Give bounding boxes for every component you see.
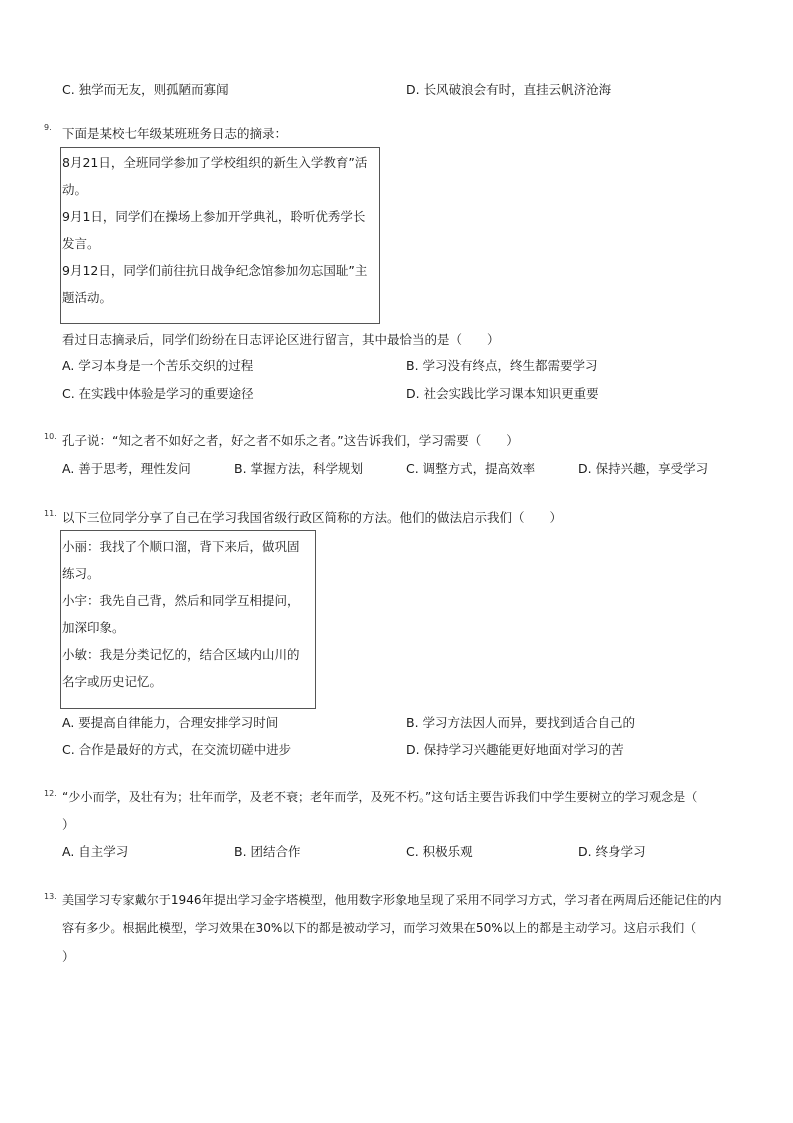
q13-number: 13.: [44, 892, 57, 901]
q12-number: 12.: [44, 789, 57, 798]
q11-box-line: 小宇：我先自己背，然后和同学互相提问，: [62, 593, 300, 608]
q12-stem-line2: ）: [62, 817, 75, 832]
q9-stem: 下面是某校七年级某班班务日志的摘录：: [62, 126, 288, 141]
q9-option-c[interactable]: C. 在实践中体验是学习的重要途径: [62, 386, 254, 401]
q11-box-line: 小丽：我找了个顺口溜，背下来后，做巩固: [62, 539, 300, 554]
q12-option-c[interactable]: C. 积极乐观: [406, 844, 473, 859]
q8-option-d: D. 长风破浪会有时，直挂云帆济沧海: [406, 82, 612, 97]
q10-stem: 孔子说：“知之者不如好之者，好之者不如乐之者。”这告诉我们，学习需要（ ）: [62, 433, 519, 448]
q9-question: 看过日志摘录后，同学们纷纷在日志评论区进行留言，其中最恰当的是（ ）: [62, 332, 500, 347]
q8-option-c: C. 独学而无友，则孤陋而寡闻: [62, 82, 229, 97]
q11-stem: 以下三位同学分享了自己在学习我国省级行政区简称的方法。他们的做法启示我们（ ）: [62, 510, 563, 525]
q11-quote-box: [60, 530, 316, 709]
q9-option-d[interactable]: D. 社会实践比学习课本知识更重要: [406, 386, 599, 401]
q11-option-d[interactable]: D. 保持学习兴趣能更好地面对学习的苦: [406, 742, 624, 757]
q9-number: 9.: [44, 123, 52, 132]
q10-option-a[interactable]: A. 善于思考，理性发问: [62, 461, 191, 476]
q10-number: 10.: [44, 432, 57, 441]
q11-box-line: 名字或历史记忆。: [62, 674, 163, 689]
q12-option-b[interactable]: B. 团结合作: [234, 844, 301, 859]
q10-option-c[interactable]: C. 调整方式，提高效率: [406, 461, 536, 476]
q13-stem-line1: 美国学习专家戴尔于1946年提出学习金字塔模型，他用数字形象地呈现了采用不同学习方式，学习者在两周后还能记住的内: [62, 893, 722, 907]
q9-box-line: 9月12日，同学们前往抗日战争纪念馆参加勿忘国耻”主: [62, 263, 368, 278]
q11-option-b[interactable]: B. 学习方法因人而异，要找到适合自己的: [406, 715, 636, 730]
q12-option-a[interactable]: A. 自主学习: [62, 844, 129, 859]
q9-option-a[interactable]: A. 学习本身是一个苦乐交织的过程: [62, 358, 254, 373]
q12-stem-line1: “少小而学，及壮有为；壮年而学，及老不衰；老年而学，及死不朽。”这句话主要告诉我们中学生要树立的学习观念是（: [62, 790, 698, 804]
q9-log-box: [60, 147, 380, 324]
q10-option-b[interactable]: B. 掌握方法，科学规划: [234, 461, 364, 476]
q11-box-line: 练习。: [62, 566, 100, 581]
q9-box-line: 动。: [62, 182, 88, 197]
q10-option-d[interactable]: D. 保持兴趣，享受学习: [578, 461, 709, 476]
q9-box-line: 9月1日，同学们在操场上参加开学典礼，聆听优秀学长: [62, 209, 366, 224]
q11-box-line: 小敏：我是分类记忆的，结合区域内山川的: [62, 647, 300, 662]
q12-option-d[interactable]: D. 终身学习: [578, 844, 646, 859]
q9-box-line: 题活动。: [62, 290, 113, 305]
q9-option-b[interactable]: B. 学习没有终点，终生都需要学习: [406, 358, 598, 373]
q9-box-line: 8月21日，全班同学参加了学校组织的新生入学教育”活: [62, 155, 368, 170]
q11-box-line: 加深印象。: [62, 620, 125, 635]
q13-stem-line2: 容有多少。根据此模型，学习效果在30%以下的都是被动学习，而学习效果在50%以上的都是主动学习。这启示我们（: [62, 921, 697, 935]
q11-option-a[interactable]: A. 要提高自律能力，合理安排学习时间: [62, 715, 279, 730]
q13-stem-line3: ）: [62, 949, 75, 964]
q11-number: 11.: [44, 509, 57, 518]
q9-box-line: 发言。: [62, 236, 100, 251]
q11-option-c[interactable]: C. 合作是最好的方式，在交流切磋中进步: [62, 742, 292, 757]
